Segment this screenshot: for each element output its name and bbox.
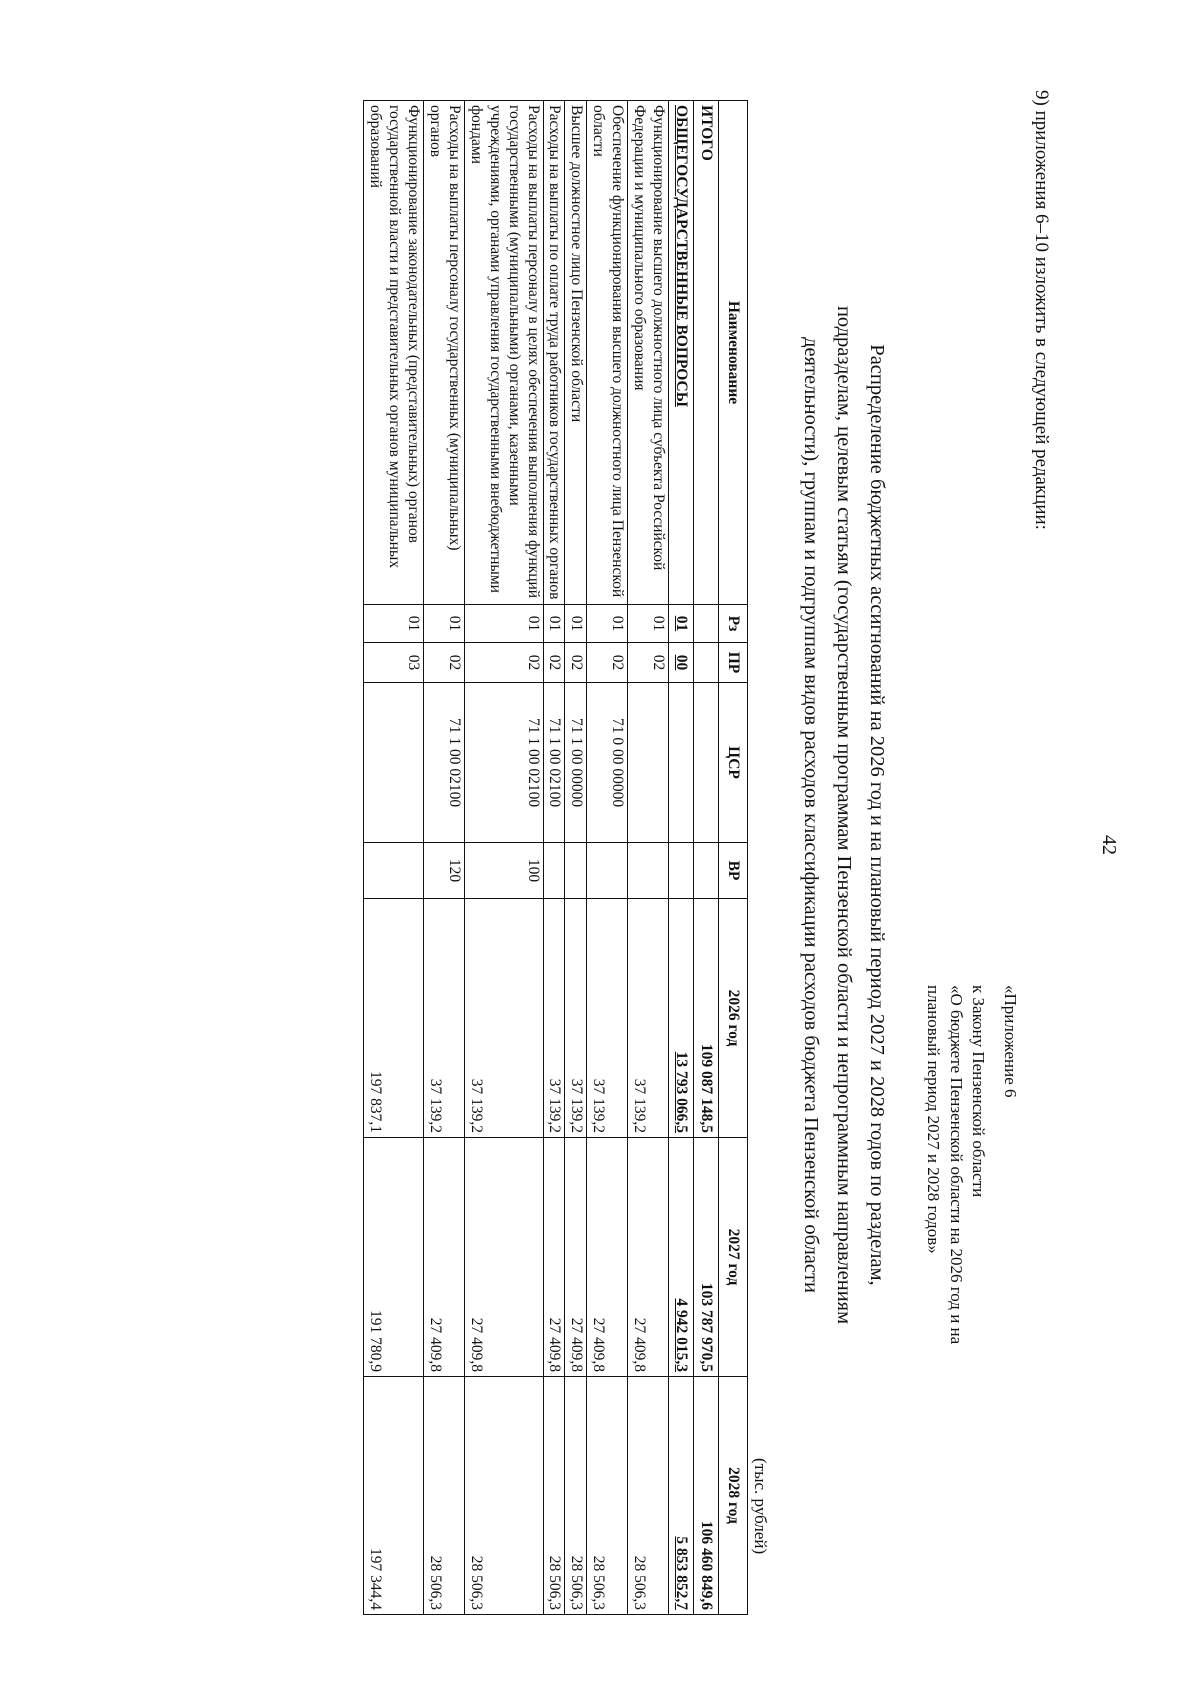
cell-2028: 28 506,3 [565, 1377, 587, 1615]
cell-pr [694, 643, 719, 683]
table-row [628, 101, 669, 1615]
cell-2026: 37 139,2 [565, 899, 587, 1138]
cell-csr [669, 683, 694, 843]
cell-2028: 5 853 852,7 [669, 1377, 694, 1615]
cell-pr: 02 [587, 643, 628, 683]
header-name: Наименование [719, 101, 748, 605]
cell-2027: 27 409,8 [587, 1138, 628, 1377]
cell-name: ОБЩЕГОСУДАРСТВЕННЫЕ ВОПРОСЫ [669, 101, 694, 605]
appendix-line: плановый период 2027 и 2028 годов» [924, 985, 943, 1254]
cell-vr: 120 [424, 843, 465, 899]
cell-2028: 106 460 849,6 [694, 1377, 719, 1615]
cell-vr: 100 [464, 843, 543, 899]
cell-pr: 02 [543, 643, 565, 683]
table-header-row [719, 101, 748, 1615]
cell-rz: 01 [424, 605, 465, 643]
table-title-line: деятельности), группам и подгруппам видов расходов классификации расходов бюджета Пензенской области [800, 337, 822, 1293]
cell-2026: 37 139,2 [543, 899, 565, 1138]
cell-csr [628, 683, 669, 843]
cell-2026: 13 793 066,5 [669, 899, 694, 1138]
table-title-line: подразделам, целевым статьям (государственным программам Пензенской области и непрограммным направлениям [833, 305, 855, 1325]
table-row-section [669, 101, 694, 1615]
cell-name: Высшее должностное лицо Пензенской области [565, 101, 587, 605]
appendix-line: к Закону Пензенской области [969, 985, 988, 1198]
cell-csr: 71 1 00 00000 [565, 683, 587, 843]
cell-2028: 28 506,3 [424, 1377, 465, 1615]
page-number: 42 [1098, 835, 1120, 855]
table-row [565, 101, 587, 1615]
cell-pr: 00 [669, 643, 694, 683]
header-2028: 2028 год [719, 1377, 748, 1615]
cell-name: Обеспечение функционирования высшего должностного лица Пензенской области [587, 101, 628, 605]
cell-csr [694, 683, 719, 843]
cell-vr [694, 843, 719, 899]
cell-pr: 02 [464, 643, 543, 683]
header-rz: Рз [719, 605, 748, 643]
cell-2027: 27 409,8 [424, 1138, 465, 1377]
intro-text: 9) приложения 6–10 изложить в следующей редакции: [1031, 90, 1052, 530]
cell-2026: 197 837,1 [364, 899, 424, 1138]
cell-2026: 37 139,2 [464, 899, 543, 1138]
table-row [543, 101, 565, 1615]
cell-rz [694, 605, 719, 643]
cell-name: Функционирование высшего должностного лица субъекта Российской Федерации и муниципального образования [628, 101, 669, 605]
cell-csr [364, 683, 424, 843]
cell-rz: 01 [587, 605, 628, 643]
cell-2027: 27 409,8 [628, 1138, 669, 1377]
cell-2027: 191 780,9 [364, 1138, 424, 1377]
cell-2026: 109 087 148,5 [694, 899, 719, 1138]
cell-2027: 27 409,8 [565, 1138, 587, 1377]
cell-rz: 01 [543, 605, 565, 643]
cell-2026: 37 139,2 [628, 899, 669, 1138]
cell-vr [364, 843, 424, 899]
cell-2028: 197 344,4 [364, 1377, 424, 1615]
cell-pr: 02 [628, 643, 669, 683]
cell-csr: 71 1 00 02100 [424, 683, 465, 843]
table-row [464, 101, 543, 1615]
table-title-line: Распределение бюджетных ассигнований на 2026 год и на плановый период 2027 и 2028 годов по разделам, [866, 344, 888, 1286]
cell-2027: 4 942 015,3 [669, 1138, 694, 1377]
cell-2027: 103 787 970,5 [694, 1138, 719, 1377]
cell-2026: 37 139,2 [424, 899, 465, 1138]
header-csr: ЦСР [719, 683, 748, 843]
header-2026: 2026 год [719, 899, 748, 1138]
cell-rz: 01 [628, 605, 669, 643]
cell-name: Функционирование законодательных (представительных) органов государственной власти и представительных органов муниципальных образований [364, 101, 424, 605]
cell-rz: 01 [364, 605, 424, 643]
cell-pr: 03 [364, 643, 424, 683]
cell-pr: 02 [565, 643, 587, 683]
table-row [424, 101, 465, 1615]
cell-vr [669, 843, 694, 899]
cell-2028: 28 506,3 [543, 1377, 565, 1615]
cell-csr: 71 0 00 00000 [587, 683, 628, 843]
cell-name: Расходы на выплаты персоналу государственных (муниципальных) органов [424, 101, 465, 605]
unit-label: (тыс. рублей) [751, 1458, 770, 1555]
cell-rz: 01 [669, 605, 694, 643]
cell-vr [543, 843, 565, 899]
table-row [587, 101, 628, 1615]
cell-2027: 27 409,8 [543, 1138, 565, 1377]
budget-table [363, 100, 748, 1615]
cell-name: ИТОГО [694, 101, 719, 605]
cell-vr [628, 843, 669, 899]
cell-name: Расходы на выплаты по оплате труда работников государственных органов [543, 101, 565, 605]
cell-rz: 01 [464, 605, 543, 643]
cell-2026: 37 139,2 [587, 899, 628, 1138]
cell-pr: 02 [424, 643, 465, 683]
cell-csr: 71 1 00 02100 [464, 683, 543, 843]
cell-name: Расходы на выплаты персоналу в целях обеспечения выполнения функций государственными (муниципальными) органами, казенными учреждениями, органами управления государственными внебюджетными фондами [464, 101, 543, 605]
cell-rz: 01 [565, 605, 587, 643]
header-vr: ВР [719, 843, 748, 899]
table-row-total [694, 101, 719, 1615]
cell-vr [565, 843, 587, 899]
cell-2028: 28 506,3 [587, 1377, 628, 1615]
cell-2028: 28 506,3 [464, 1377, 543, 1615]
appendix-line: «Приложение 6 [1001, 985, 1020, 1098]
header-2027: 2027 год [719, 1138, 748, 1377]
appendix-line: «О бюджете Пензенской области на 2026 год и на [947, 985, 966, 1345]
cell-vr [587, 843, 628, 899]
table-row [364, 101, 424, 1615]
cell-csr: 71 1 00 02100 [543, 683, 565, 843]
cell-2028: 28 506,3 [628, 1377, 669, 1615]
header-pr: ПР [719, 643, 748, 683]
cell-2027: 27 409,8 [464, 1138, 543, 1377]
